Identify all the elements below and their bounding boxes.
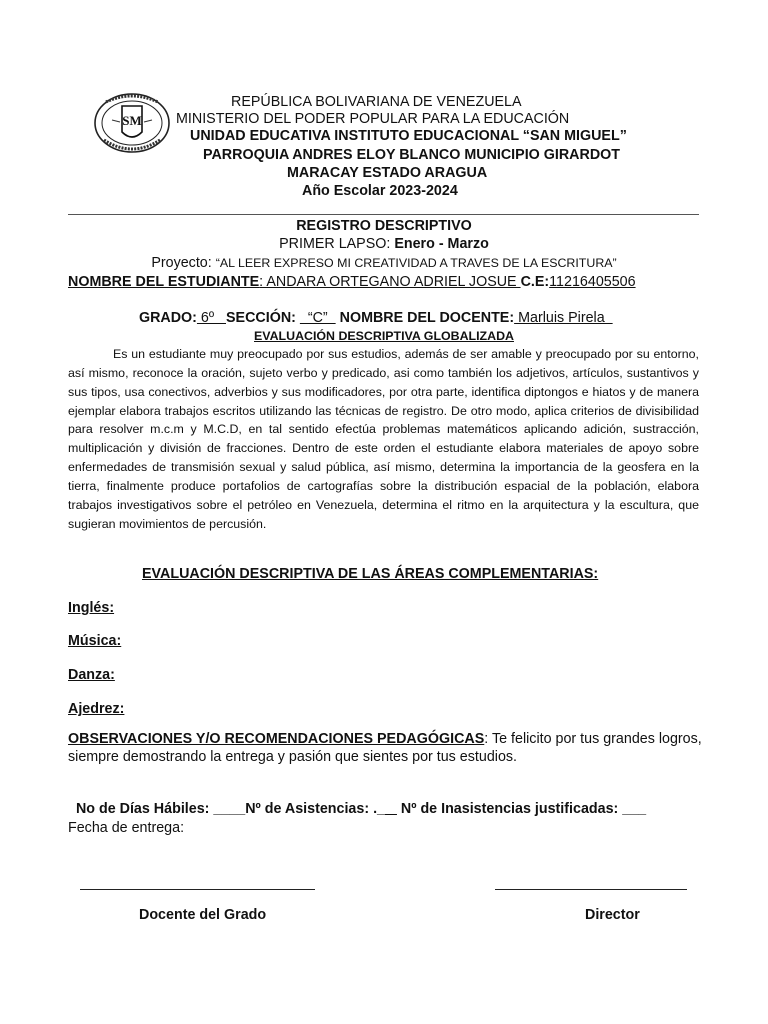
fecha-entrega-label: Fecha de entrega: xyxy=(68,820,185,836)
director-signature-label: Director xyxy=(585,907,640,923)
attendance-line xyxy=(68,785,646,817)
grado-value: 6º xyxy=(196,310,226,326)
docente-label: NOMBRE DEL DOCENTE: xyxy=(339,310,515,326)
lapso-value: Enero - Marzo xyxy=(394,236,489,252)
seccion-value: “C” xyxy=(299,310,336,326)
observaciones-block xyxy=(68,730,704,766)
header-city: MARACAY ESTADO ARAGUA xyxy=(287,165,488,181)
seccion-label: SECCIÓN: xyxy=(226,310,296,326)
proyecto-label: Proyecto: xyxy=(151,255,216,271)
inasistencias-label: Nº de Inasistencias justificadas xyxy=(396,801,614,817)
director-signature-line xyxy=(495,889,687,890)
student-name-value: : ANDARA ORTEGANO ADRIEL JOSUE xyxy=(259,274,521,290)
header-parish: PARROQUIA ANDRES ELOY BLANCO MUNICIPIO GIRARDOT xyxy=(203,147,621,163)
lapso-label: PRIMER LAPSO: xyxy=(279,236,395,252)
asistencias-blank: _ xyxy=(385,801,397,817)
asistencias-value: : ._ xyxy=(364,801,386,817)
observaciones-text: : Te felicito por tus grandes logros, siempre demostrando la entrega y pasión que sientes por tus estudios. xyxy=(68,731,702,765)
proyecto-value: “AL LEER EXPRESO MI CREATIVIDAD A TRAVES DE LA ESCRITURA” xyxy=(215,256,617,270)
area-ingles: Inglés: xyxy=(68,600,115,616)
student-name-label: NOMBRE DEL ESTUDIANTE xyxy=(68,274,260,290)
global-eval-text: Es un estudiante muy preocupado por sus estudios, además de ser amable y preocupado por su entorno, así mismo, reconoce la oración, sujeto verbo y predicado, asi como también los adjetivos, artículos, sustantivos y sus tipos, usa conectivos, adverbios y sus modificadores, por otra parte, identifica diptongos e hiatos y de manera ejemplar elabora trabajos escritos utilizando las técnicas de registro. De otro modo, aplica criterios de divisibilidad para resolver m.c.m y M.C.D, en tal sentido efectúa problemas matemáticos aplicando adición, sustracción, multiplicación y división de fracciones. Dentro de este orden el estudiante elabora materiales de apoyo sobre enfermedades de transmisión sexual y salud pública, así mismo, determina la importancia de la geosfera en la tierra, finalmente produce portafolios de cartografías sobre la distribución espacial de la población, elabora trabajos investigativos sobre el petróleo en Venezuela, determina el ritmo en la arquitectura y la escultura, que sugieran movimientos de percusión. xyxy=(68,347,699,531)
area-ajedrez: Ajedrez: xyxy=(68,701,125,717)
student-name-line xyxy=(68,274,636,290)
header-school-year: Año Escolar 2023-2024 xyxy=(302,183,458,199)
grado-label: GRADO: xyxy=(138,310,197,326)
ce-value: 11216405506 xyxy=(549,274,636,290)
ce-label: C.E: xyxy=(520,274,550,290)
observaciones-label: OBSERVACIONES Y/O RECOMENDACIONES PEDAGÓGICAS xyxy=(68,731,485,747)
registro-lapso xyxy=(0,236,768,252)
asistencias-label: Nº de Asistencias xyxy=(245,801,365,817)
dias-habiles-value: : ____ xyxy=(204,801,246,817)
school-seal-logo xyxy=(92,92,172,154)
grade-line xyxy=(131,294,613,326)
header-ministry: MINISTERIO DEL PODER POPULAR PARA LA EDUCACIÓN xyxy=(176,111,570,127)
docente-value: Marluis Pirela xyxy=(514,310,613,326)
dias-habiles-label: No de Días Hábiles xyxy=(75,801,205,817)
area-musica: Música: xyxy=(68,633,122,649)
registro-title: REGISTRO DESCRIPTIVO xyxy=(296,218,472,234)
header-divider xyxy=(68,214,699,215)
header-republic: REPÚBLICA BOLIVARIANA DE VENEZUELA xyxy=(231,94,522,110)
area-danza: Danza: xyxy=(68,667,115,683)
docente-signature-line xyxy=(80,889,315,890)
header-school-name: UNIDAD EDUCATIVA INSTITUTO EDUCACIONAL “SAN MIGUEL” xyxy=(190,128,627,144)
inasistencias-value: : ___ xyxy=(613,801,647,817)
areas-heading: EVALUACIÓN DESCRIPTIVA DE LAS ÁREAS COMPLEMENTARIAS: xyxy=(142,566,599,582)
global-eval-heading: EVALUACIÓN DESCRIPTIVA GLOBALIZADA xyxy=(254,329,514,343)
docente-signature-label: Docente del Grado xyxy=(139,907,267,923)
svg-text:SM: SM xyxy=(122,113,142,128)
registro-proyecto xyxy=(0,254,768,272)
